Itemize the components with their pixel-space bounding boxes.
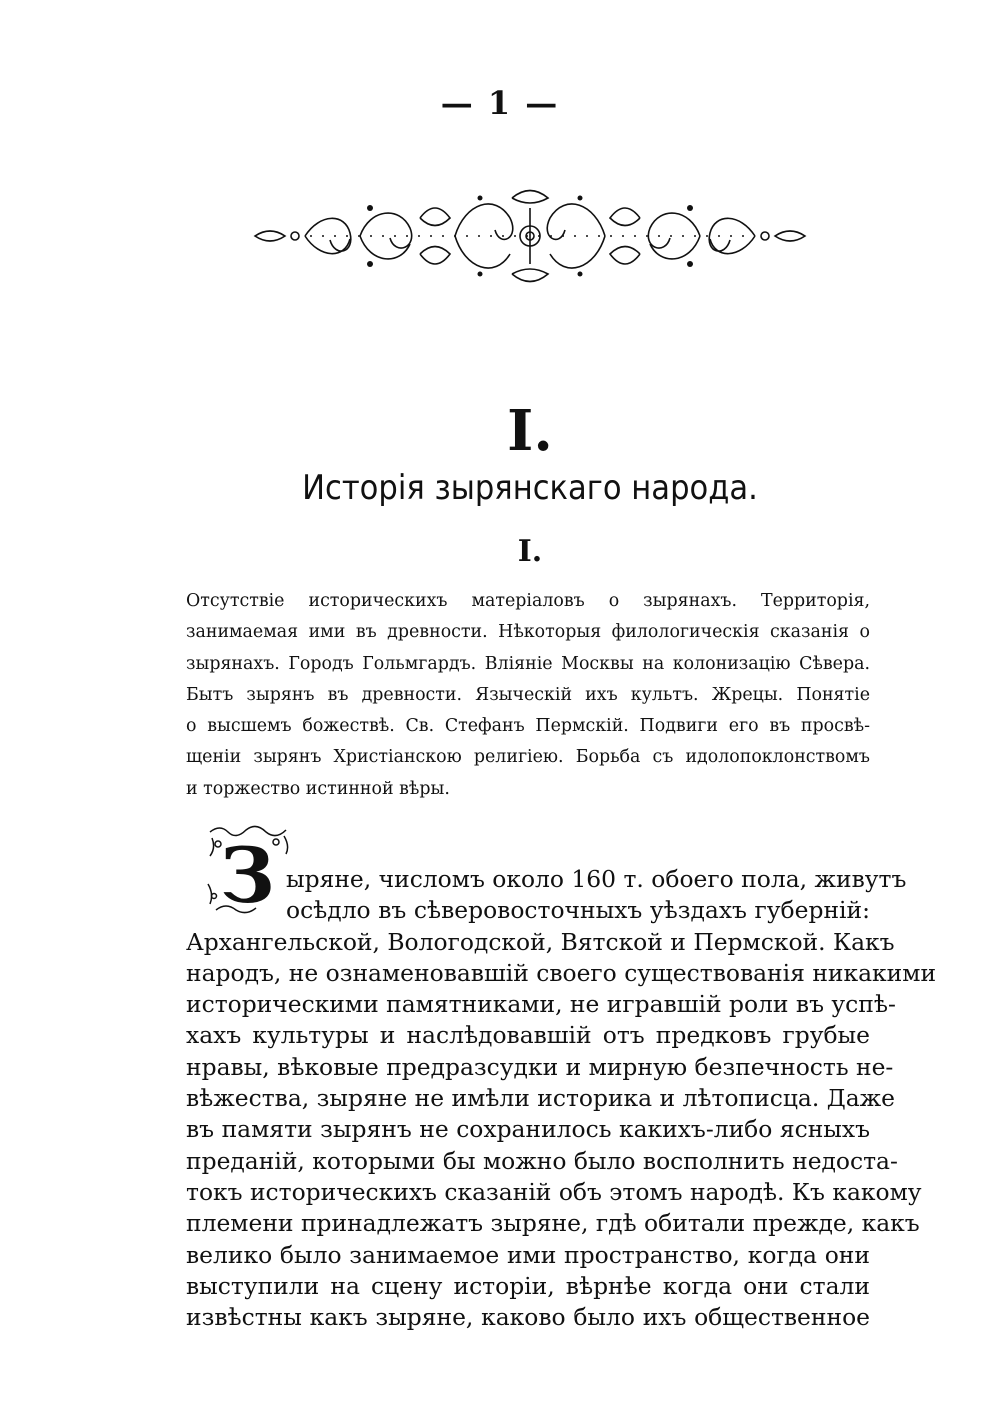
drop-cap: З: [220, 831, 275, 916]
summary-line: щеніи зырянъ Христіанскою религіею. Борьба съ идолопоклонствомъ: [186, 747, 870, 768]
body-line: вѣжества, зыряне не имѣли историка и лѣтописца. Даже: [186, 1084, 896, 1113]
body-line: токъ историческихъ сказаній объ этомъ народѣ. Къ какому: [186, 1177, 922, 1206]
summary-line: зырянахъ. Городъ Гольмгардъ. Вліяніе Москвы на колонизацію Сѣвера.: [186, 653, 870, 674]
body-line: извѣстны какъ зыряне, каково было ихъ общественное: [186, 1303, 870, 1332]
body-line: хахъ культуры и наслѣдовавшій отъ предковъ грубые: [186, 1021, 870, 1050]
body-line: велико было занимаемое ими пространство, когда они: [186, 1240, 870, 1269]
body-line: осѣдло въ сѣверовосточныхъ уѣздахъ губерній:: [286, 896, 870, 925]
body-line: нравы, вѣковые предразсудки и мирную безпечность не-: [186, 1052, 894, 1081]
body-line: выступили на сцену исторіи, вѣрнѣе когда они стали: [186, 1271, 870, 1300]
body-line: ыряне, числомъ около 160 т. обоего пола, живутъ: [286, 865, 907, 893]
section-numeral: I.: [517, 534, 543, 569]
summary-line: о высшемъ божествѣ. Св. Стефанъ Пермскій. Подвиги его въ просвѣ-: [186, 716, 870, 737]
summary-line: занимаемая ими въ древности. Нѣкоторыя филологическія сказанія о: [186, 622, 870, 643]
decorative-ornament-icon: [250, 178, 810, 293]
page-number: — 1 —: [440, 84, 560, 122]
body-line: преданій, которыми бы можно было восполнить недоста-: [186, 1146, 898, 1175]
body-line: въ памяти зырянъ не сохранилось какихъ-либо ясныхъ: [186, 1115, 870, 1144]
body-line: историческими памятниками, не игравшій роли въ успѣ-: [186, 990, 896, 1019]
body-line: племени принадлежатъ зыряне, гдѣ обитали прежде, какъ: [186, 1209, 920, 1238]
chapter-numeral: I.: [507, 398, 553, 464]
body-text: [186, 864, 937, 1333]
body-line: народъ, не ознаменовавшій своего существованія никакими: [186, 958, 937, 987]
body-line: Архангельской, Вологодской, Вятской и Пермской. Какъ: [186, 927, 895, 956]
summary-line: Бытъ зырянъ въ древности. Языческій ихъ культъ. Жрецы. Понятіе: [186, 684, 870, 705]
summary-line: и торжество истинной вѣры.: [186, 778, 450, 799]
summary-line: Отсутствіе историческихъ матеріаловъ о зырянахъ. Территорія,: [186, 591, 870, 611]
chapter-title: Исторія зырянскаго народа.: [302, 468, 758, 508]
chapter-summary: [186, 588, 870, 802]
